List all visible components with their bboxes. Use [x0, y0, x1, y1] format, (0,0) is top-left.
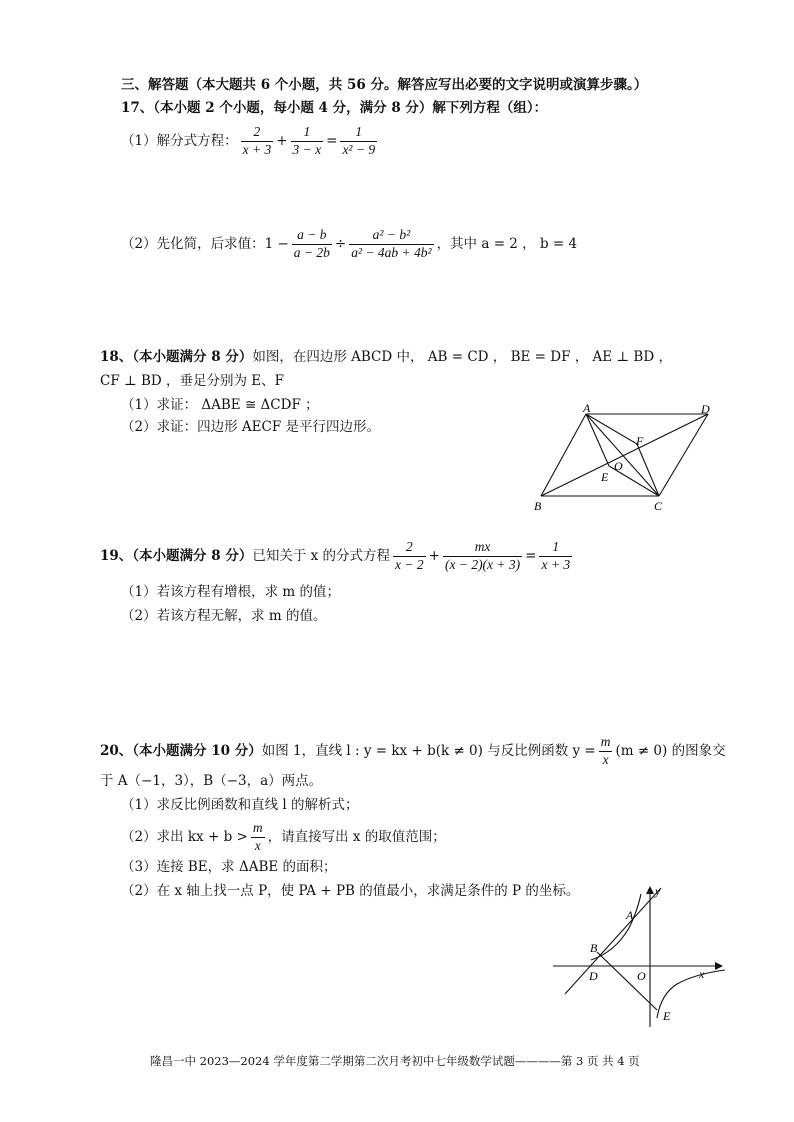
q20-p2-pre: （2）求出 kx + b > — [121, 828, 248, 845]
fig20-label-B: B — [590, 941, 598, 955]
fig18-label-E: E — [601, 470, 609, 484]
q17-header: 17、（本小题 2 个小题，每小题 4 分，满分 8 分）解下列方程（组）： — [121, 100, 548, 116]
q18-header: 18、（本小题满分 8 分） — [100, 349, 253, 365]
frac-denominator: x + 3 — [242, 141, 272, 157]
frac-numerator: a² − b² — [349, 227, 433, 245]
fig18-label-C: C — [654, 499, 663, 513]
q20-p2-frac — [251, 820, 265, 855]
fig20-label-A: A — [626, 908, 634, 922]
fig18-label-D: D — [701, 402, 710, 416]
segment-BE — [597, 952, 657, 1010]
fig20-label-D: D — [589, 969, 598, 983]
q20-part4: （2）在 x 轴上找一点 P，使 PA + PB 的值最小，求满足条件的 P 的坐标。 — [121, 883, 580, 899]
frac-numerator: 2 — [393, 539, 426, 557]
q20-line1 — [100, 734, 726, 769]
line-l — [565, 888, 661, 994]
frac-denominator: (x − 2)(x + 3) — [444, 556, 521, 572]
q19-line1: 19、（本小题满分 8 分）已知关于 x 的分式方程 $\frac{2}{x - 2}$ + $\frac{mx}{(x - 2)(x + 3)}$ = $\frac{1}{x + 3}$ — [100, 539, 571, 572]
q20-part2 — [121, 820, 446, 855]
frac-denominator: a² − 4ab + 4b² — [351, 244, 432, 260]
q19-part1: （1）若该方程有增根，求 m 的值； — [121, 584, 340, 600]
q19-frac2 — [443, 539, 522, 574]
q17-p2-one: 1 − — [264, 235, 289, 252]
segment-AF — [586, 414, 637, 444]
fig20-label-x: x — [699, 967, 705, 981]
page-footer: 隆昌一中 2023—2024 学年度第二学期第二次月考初中七年级数学试题————第 3 页 共 4 页 — [150, 1054, 640, 1068]
x-axis-arrow — [715, 962, 723, 970]
q17-part2-label: （2）先化简，后求值： — [121, 235, 265, 252]
q20-part3: （3）连接 BE，求 ΔABE 的面积； — [121, 859, 337, 875]
q18-text1: 如图，在四边形 ABCD 中， AB = CD ， BE = DF ， AE ⊥ BD ， — [252, 349, 672, 365]
frac-numerator: 2 — [241, 124, 274, 142]
fig20-label-y: y — [655, 884, 661, 898]
hyperbola-branch-upper — [591, 894, 641, 960]
q20-p2-post: ，请直接写出 x 的取值范围； — [267, 828, 446, 845]
frac-numerator: mx — [443, 539, 522, 557]
y-axis-arrow — [646, 886, 654, 894]
q19-frac1 — [393, 539, 426, 574]
q19-part2: （2）若该方程无解，求 m 的值。 — [121, 608, 327, 624]
frac-numerator: 1 — [539, 539, 572, 557]
fig18-label-B: B — [534, 499, 542, 513]
segment-AB — [541, 414, 586, 496]
frac-denominator: x + 3 — [541, 556, 571, 572]
segment-AC — [586, 414, 659, 496]
q20-header: 20、（本小题满分 10 分） — [100, 742, 262, 759]
frac-denominator: x — [254, 837, 261, 853]
q17-part1-label: （1）解分式方程： — [121, 132, 238, 149]
q19-frac3 — [539, 539, 572, 574]
frac-numerator: 1 — [340, 124, 377, 142]
q20-line2: 于 A（−1，3），B（−3，a）两点。 — [100, 773, 323, 789]
frac-denominator: x − 2 — [395, 556, 424, 572]
fig20-label-O: O — [637, 969, 646, 983]
fig18-label-F: F — [636, 434, 644, 448]
q17-p2-frac2 — [349, 227, 433, 262]
q20-figure — [545, 882, 735, 1032]
fig18-label-O: O — [614, 459, 623, 473]
section-header: 三、解答题（本大题共 6 个小题，共 56 分。解答应写出必要的文字说明或演算步骤。） — [121, 77, 648, 93]
q17-p1-frac2 — [291, 124, 324, 159]
q19-intro: 已知关于 x 的分式方程 — [252, 547, 391, 564]
q20-frac — [599, 734, 613, 769]
segment-FC — [637, 444, 659, 496]
frac-numerator: m — [251, 820, 265, 838]
fig18-label-A: A — [583, 401, 591, 415]
frac-denominator: a − 2b — [293, 244, 330, 260]
q17-p1-frac3 — [340, 124, 377, 159]
q17-p2-frac1 — [292, 227, 332, 262]
frac-numerator: m — [599, 734, 613, 752]
frac-numerator: a − b — [292, 227, 332, 245]
q18-figure — [525, 400, 725, 515]
q18-part2: （2）求证：四边形 AECF 是平行四边形。 — [121, 419, 380, 435]
q18-line1 — [100, 349, 672, 366]
q18-part1: （1）求证： ΔABE ≅ ΔCDF ； — [121, 397, 319, 413]
q20-intro-tail: (m ≠ 0) 的图象交 — [615, 742, 726, 759]
q20-intro: 如图 1，直线 l : y = kx + b(k ≠ 0) 与反比例函数 y = — [261, 742, 596, 759]
frac-denominator: 3 − x — [292, 141, 322, 157]
fig20-label-E: E — [663, 1009, 671, 1023]
frac-denominator: x² − 9 — [342, 141, 376, 157]
q17-part1: （1）解分式方程： $\frac{2}{x + 3}$ + $\frac{1}{3 - x}$ = $\frac{1}{\text{x² − 9}}$ — [121, 124, 376, 157]
q17-p1-frac1 — [241, 124, 274, 159]
q17-p2-div: ÷ — [334, 235, 347, 252]
segment-AE — [586, 414, 609, 466]
q17-p2-tail: ，其中 a = 2 ， b = 4 — [436, 235, 578, 252]
frac-denominator: x — [602, 751, 609, 767]
q18-line2: CF ⊥ BD ，垂足分别为 E、F — [100, 373, 285, 389]
frac-numerator: 1 — [291, 124, 324, 142]
q17-part2 — [121, 227, 577, 262]
q20-part1: （1）求反比例函数和直线 l 的解析式； — [121, 797, 359, 813]
q19-header: 19、（本小题满分 8 分） — [100, 547, 253, 564]
